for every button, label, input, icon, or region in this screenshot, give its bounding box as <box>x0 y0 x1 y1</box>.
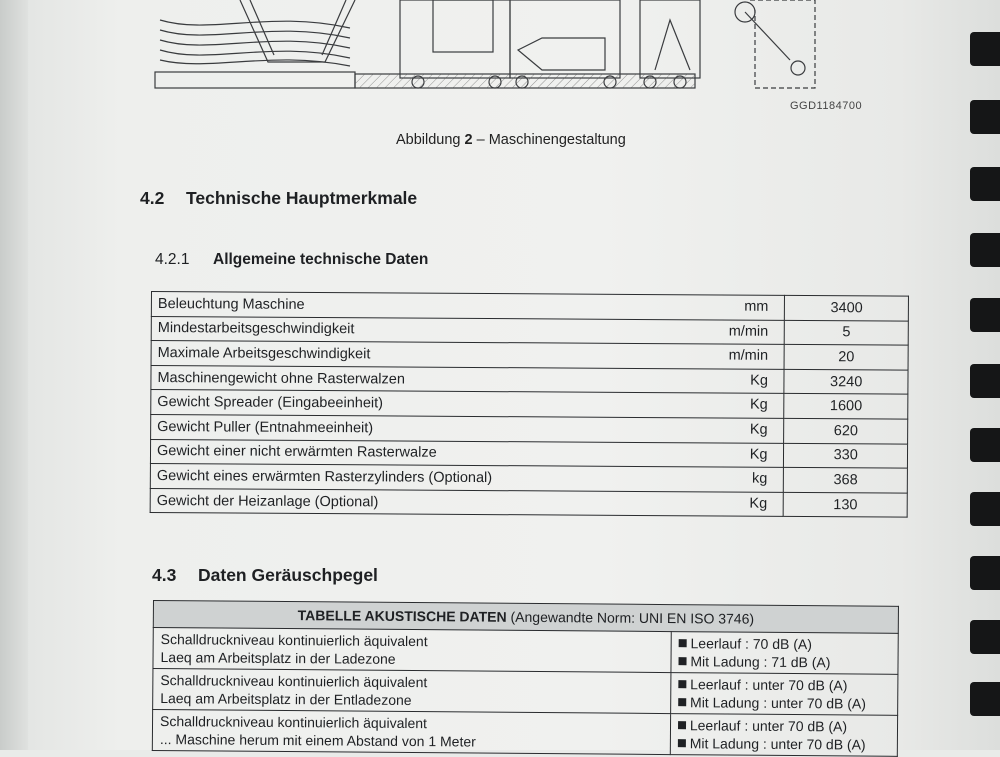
acoustic-description <box>152 710 670 755</box>
binder-ring <box>970 620 1000 654</box>
binder-ring <box>970 428 1000 462</box>
machine-drawing <box>150 0 830 95</box>
parameter-name: Mindestarbeitsgeschwindigkeit <box>157 320 355 338</box>
heading-title: Allgemeine technische Daten <box>213 251 429 268</box>
parameter-unit: Kg <box>749 421 768 438</box>
cell-value: 3400 <box>785 295 909 320</box>
acoustic-values <box>670 673 897 716</box>
cell-value: 20 <box>785 345 909 370</box>
parameter-name: Gewicht eines erwärmten Rasterzylinders (Optional) <box>156 467 493 487</box>
description-line: Schalldruckniveau kontinuierlich äquivalent <box>160 672 428 691</box>
parameter-name: Gewicht Spreader (Eingabeeinheit) <box>157 394 384 412</box>
heading-number: 4.3 <box>152 565 177 585</box>
cell-value: 3240 <box>784 369 908 394</box>
binder-ring <box>970 100 1000 134</box>
load-value <box>678 652 890 672</box>
heading-title: Technische Hauptmerkmale <box>186 188 418 208</box>
binder-ring <box>970 364 1000 398</box>
heading-number: 4.2.1 <box>155 251 190 268</box>
parameter-name: Maximale Arbeitsgeschwindigkeit <box>157 345 371 363</box>
idle-value <box>678 675 890 695</box>
header-bold: TABELLE AKUSTISCHE DATEN <box>297 607 507 625</box>
value-text: Leerlauf : 70 dB (A) <box>690 635 813 653</box>
cell-value: 130 <box>784 492 908 517</box>
acoustic-row <box>153 669 898 716</box>
parameter-name: Gewicht Puller (Entnahmeeinheit) <box>157 418 374 437</box>
acoustic-description <box>153 669 671 714</box>
binder-ring <box>970 233 1000 267</box>
cell-value: 620 <box>784 418 908 443</box>
heading-4-2-1 <box>155 251 428 269</box>
parameter-unit: m/min <box>728 323 769 340</box>
parameter-unit: mm <box>744 298 769 315</box>
parameter-unit: kg <box>751 470 768 487</box>
caption-prefix: Abbildung <box>396 132 465 148</box>
binder-ring <box>970 167 1000 201</box>
cell-value: 5 <box>785 320 909 345</box>
parameter-unit: m/min <box>728 347 769 364</box>
parameter-name: Gewicht einer nicht erwärmten Rasterwalze <box>156 443 437 462</box>
binder-ring <box>970 492 1000 526</box>
value-text: Mit Ladung : unter 70 dB (A) <box>689 735 866 753</box>
value-text: Mit Ladung : 71 dB (A) <box>690 653 831 671</box>
value-text: Mit Ladung : unter 70 dB (A) <box>690 694 867 712</box>
page-edge-shadow <box>0 0 28 750</box>
acoustic-row <box>153 628 898 675</box>
description-line: Laeq am Arbeitsplatz in der Ladezone <box>160 649 396 667</box>
bullet-square-icon <box>678 657 686 665</box>
cell-value: 1600 <box>784 394 908 419</box>
parameter-unit: Kg <box>749 397 768 414</box>
caption-number: 2 <box>464 132 473 148</box>
heading-4-3 <box>152 565 378 586</box>
drawing-code: GGD1184700 <box>790 100 863 112</box>
parameter-unit: Kg <box>750 372 768 389</box>
binder-ring <box>970 32 1000 66</box>
description-line: Laeq am Arbeitsplatz in der Entladezone <box>160 690 412 709</box>
value-text: Leerlauf : unter 70 dB (A) <box>689 717 848 735</box>
heading-4-2 <box>140 188 417 209</box>
load-value <box>678 693 890 713</box>
acoustic-row <box>152 710 897 757</box>
acoustic-values <box>671 632 898 675</box>
caption-suffix: – Maschinengestaltung <box>472 132 626 148</box>
bullet-square-icon <box>678 721 686 729</box>
figure-caption <box>396 132 626 148</box>
bullet-square-icon <box>678 680 686 688</box>
description-line: ... Maschine herum mit einem Abstand von 1 Meter <box>159 731 476 750</box>
bullet-square-icon <box>678 739 686 747</box>
heading-number: 4.2 <box>140 188 165 208</box>
acoustic-data-table <box>152 600 899 757</box>
cell-value: 368 <box>784 468 908 493</box>
binder-ring <box>970 298 1000 332</box>
parameter-name: Gewicht der Heizanlage (Optional) <box>156 492 379 510</box>
description-line: Schalldruckniveau kontinuierlich äquivalent <box>159 713 428 732</box>
value-text: Leerlauf : unter 70 dB (A) <box>690 676 848 694</box>
idle-value <box>678 716 890 736</box>
bullet-square-icon <box>678 698 686 706</box>
description-line: Schalldruckniveau kontinuierlich äquivalent <box>160 631 428 650</box>
cell-value: 330 <box>784 443 908 468</box>
idle-value <box>678 634 890 654</box>
parameter-name: Beleuchtung Maschine <box>157 295 305 313</box>
parameter-unit: Kg <box>749 495 768 512</box>
parameter-unit: Kg <box>749 446 768 463</box>
technical-data-table <box>150 291 909 518</box>
binder-ring <box>970 556 1000 590</box>
table-row <box>150 488 907 517</box>
binder-ring <box>970 682 1000 716</box>
heading-title: Daten Geräuschpegel <box>198 565 378 585</box>
parameter-name: Maschinengewicht ohne Rasterwalzen <box>157 369 405 388</box>
header-rest: (Angewandte Norm: UNI EN ISO 3746) <box>506 608 755 627</box>
load-value <box>678 734 890 754</box>
cell-parameter <box>150 488 784 516</box>
bullet-square-icon <box>679 639 687 647</box>
acoustic-description <box>153 628 671 673</box>
